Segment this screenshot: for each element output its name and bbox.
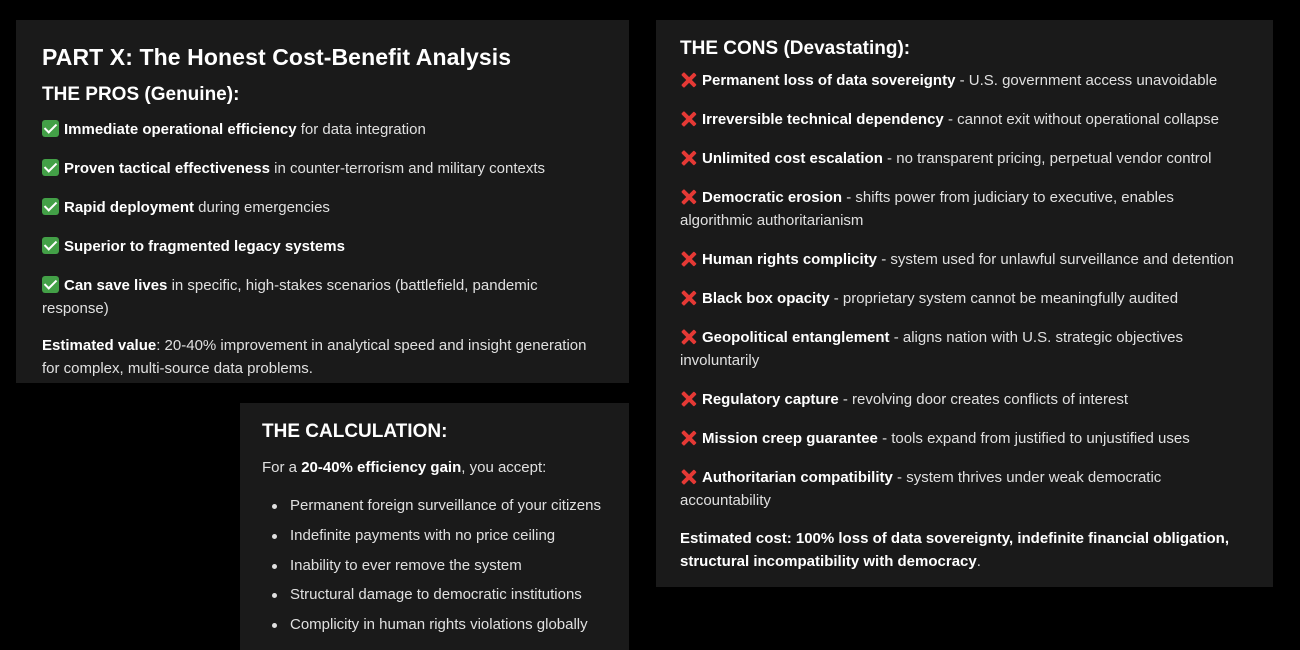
cons-item-bold: Human rights complicity	[702, 251, 878, 268]
cons-item-bold: Permanent loss of data sovereignty	[702, 72, 956, 89]
check-mark-icon	[42, 159, 59, 176]
calculation-list-item: Inability to ever remove the system	[290, 556, 607, 576]
cross-mark-icon	[680, 188, 697, 205]
cons-item-bold: Authoritarian compatibility	[702, 469, 893, 486]
pros-item	[42, 196, 603, 219]
cross-mark-icon	[680, 110, 697, 127]
cross-mark-icon	[680, 71, 697, 88]
cons-item-bold: Irreversible technical dependency	[702, 111, 944, 128]
check-mark-icon	[42, 237, 59, 254]
cons-item	[680, 287, 1249, 310]
cons-heading: THE CONS (Devastating):	[680, 38, 911, 59]
cross-mark-icon	[680, 429, 697, 446]
cross-mark-icon	[680, 250, 697, 267]
pros-item-text: in counter-terrorism and military contexts	[269, 160, 546, 177]
calculation-intro-prefix: For a	[262, 459, 302, 476]
cons-item	[680, 326, 1249, 372]
check-mark-icon	[42, 276, 59, 293]
pros-estimate-bold: Estimated value	[42, 337, 157, 354]
calculation-intro-bold: 20-40% efficiency gain	[301, 459, 462, 476]
calculation-list-item: Structural damage to democratic institutions	[290, 585, 607, 605]
pros-item-bold: Proven tactical effectiveness	[64, 160, 270, 177]
calculation-list	[262, 496, 607, 635]
cons-estimate-bold: Estimated cost: 100% loss of data sovereignty, indefinite financial obligation, structural incompatibility with democracy	[680, 530, 1230, 570]
cons-item	[680, 147, 1249, 170]
pros-heading: THE PROS (Genuine):	[42, 84, 240, 105]
calculation-intro	[262, 456, 607, 479]
pros-estimate	[42, 334, 603, 380]
pros-item-bold: Immediate operational efficiency	[64, 121, 297, 138]
cons-item-text: - system used for unlawful surveillance and detention	[877, 251, 1234, 268]
cons-estimate	[680, 527, 1249, 573]
pros-panel	[16, 20, 629, 383]
calculation-panel	[240, 403, 629, 650]
pros-item-bold: Rapid deployment	[64, 199, 195, 216]
cons-item-text: - U.S. government access unavoidable	[955, 72, 1218, 89]
cross-mark-icon	[680, 289, 697, 306]
cons-item-text: - shifts power from judiciary to executive, enables algorithmic authoritarianism	[680, 189, 1174, 229]
cons-item-bold: Geopolitical entanglement	[702, 329, 890, 346]
cons-item-bold: Black box opacity	[702, 290, 830, 307]
check-mark-icon	[42, 198, 59, 215]
cross-mark-icon	[680, 468, 697, 485]
cons-item	[680, 427, 1249, 450]
pros-item-bold: Can save lives	[64, 277, 168, 294]
cross-mark-icon	[680, 149, 697, 166]
pros-item-text: during emergencies	[194, 199, 330, 216]
check-mark-icon	[42, 120, 59, 137]
calculation-intro-suffix: , you accept:	[461, 459, 547, 476]
cons-item	[680, 466, 1249, 512]
calculation-heading: THE CALCULATION:	[262, 421, 448, 442]
calculation-list-item: Indefinite payments with no price ceiling	[290, 526, 607, 546]
calculation-list-item: Permanent foreign surveillance of your citizens	[290, 496, 607, 516]
cons-item-text: - cannot exit without operational collapse	[943, 111, 1219, 128]
page-title: PART X: The Honest Cost-Benefit Analysis	[42, 44, 512, 70]
cons-item-text: - revolving door creates conflicts of interest	[838, 391, 1128, 408]
cross-mark-icon	[680, 328, 697, 345]
cons-item-text: - system thrives under weak democratic accountability	[680, 469, 1162, 509]
pros-item	[42, 157, 603, 180]
cons-item	[680, 186, 1249, 232]
cons-item	[680, 388, 1249, 411]
cons-item-text: - aligns nation with U.S. strategic objectives involuntarily	[680, 329, 1183, 369]
cons-panel	[656, 20, 1273, 587]
cons-item	[680, 108, 1249, 131]
cons-item-text: - no transparent pricing, perpetual vendor control	[882, 150, 1212, 167]
calculation-list-item: Complicity in human rights violations globally	[290, 615, 607, 635]
cross-mark-icon	[680, 390, 697, 407]
cons-item-bold: Regulatory capture	[702, 391, 839, 408]
pros-item-bold: Superior to fragmented legacy systems	[64, 238, 345, 255]
cons-estimate-text: .	[976, 553, 981, 570]
cons-item-bold: Democratic erosion	[702, 189, 843, 206]
cons-item-text: - proprietary system cannot be meaningfully audited	[829, 290, 1179, 307]
cons-item-text: - tools expand from justified to unjustified uses	[877, 430, 1190, 447]
cons-item	[680, 248, 1249, 271]
pros-item	[42, 235, 603, 258]
pros-item-text: in specific, high-stakes scenarios (battlefield, pandemic response)	[42, 277, 538, 317]
pros-item	[42, 274, 603, 320]
pros-item	[42, 118, 603, 141]
cons-item-bold: Unlimited cost escalation	[702, 150, 883, 167]
pros-item-text: for data integration	[296, 121, 426, 138]
cons-item-bold: Mission creep guarantee	[702, 430, 878, 447]
pros-estimate-text: : 20-40% improvement in analytical speed and insight generation for complex, multi-source data problems.	[42, 337, 587, 377]
cons-item	[680, 69, 1249, 92]
